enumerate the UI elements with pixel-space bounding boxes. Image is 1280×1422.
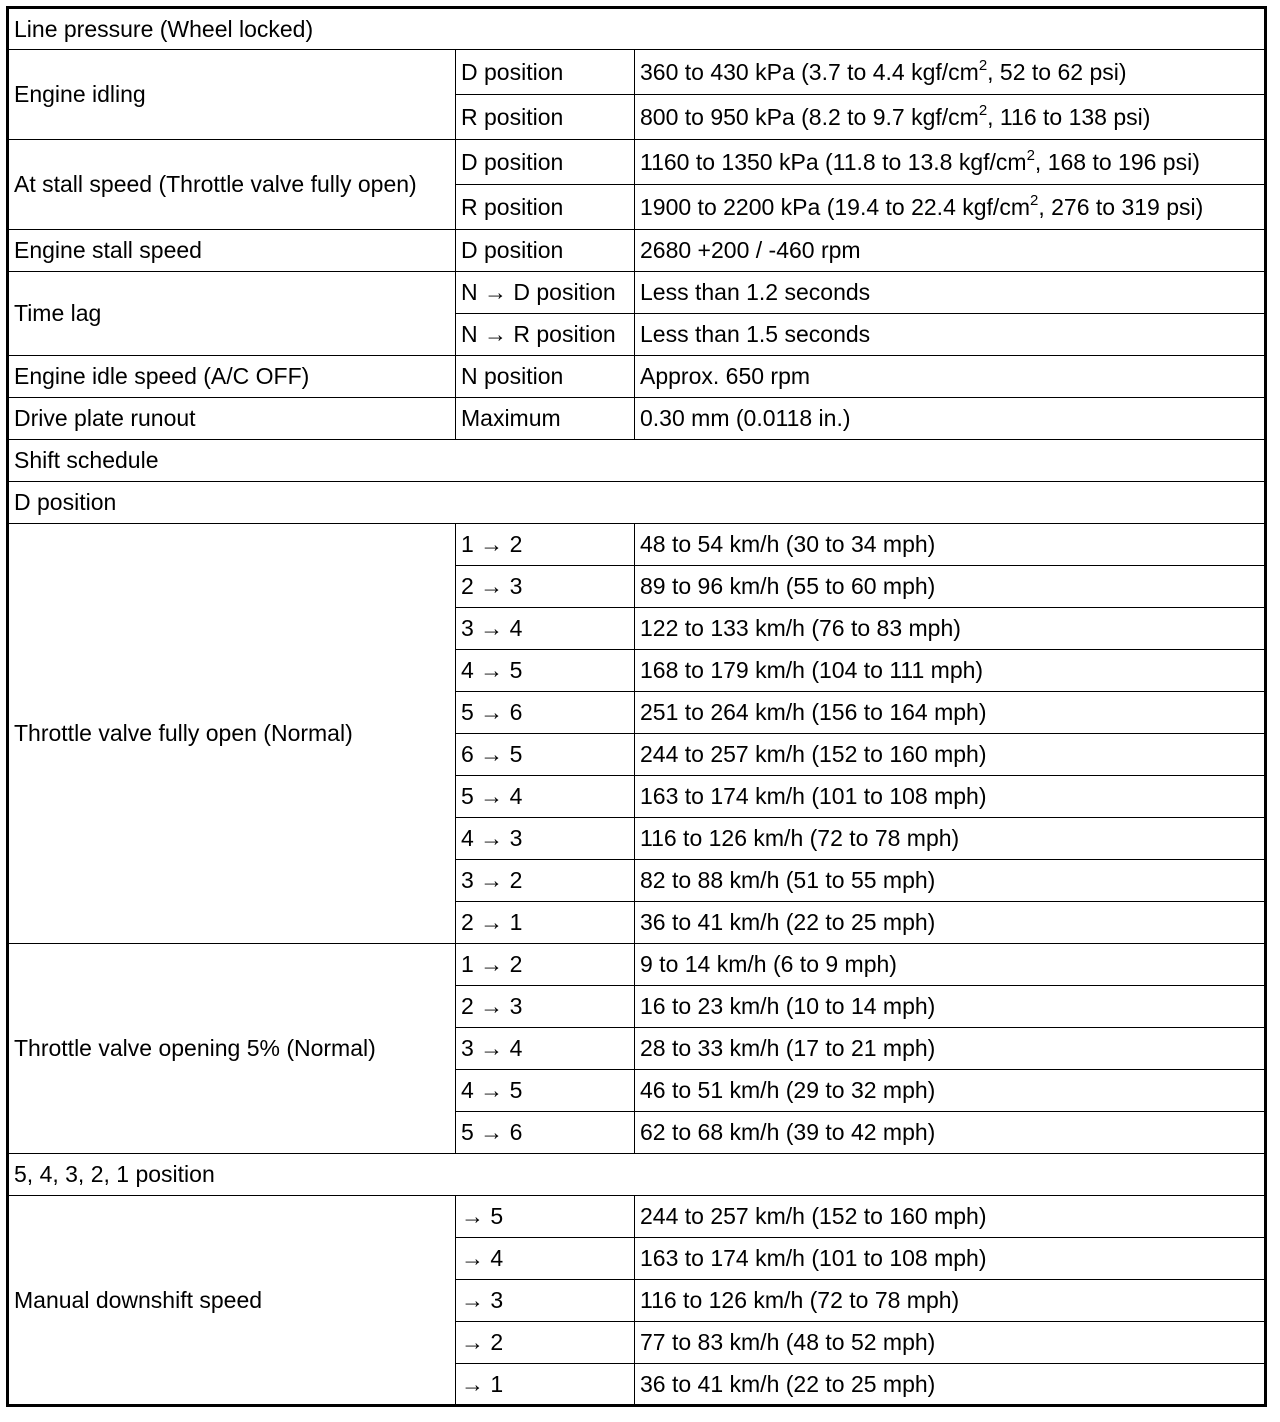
position-cell: D position [456,140,635,185]
section-header-shift-schedule: Shift schedule [8,440,1266,482]
value-cell: 82 to 88 km/h (51 to 55 mph) [635,860,1266,902]
value-cell: 16 to 23 km/h (10 to 14 mph) [635,986,1266,1028]
shift-cell: 3 → 4 [456,608,635,650]
value-cell: 36 to 41 km/h (22 to 25 mph) [635,1364,1266,1406]
section-header-line-pressure: Line pressure (Wheel locked) [8,8,1266,50]
shift-cell: → 1 [456,1364,635,1406]
value-cell: 46 to 51 km/h (29 to 32 mph) [635,1070,1266,1112]
value-cell: 360 to 430 kPa (3.7 to 4.4 kgf/$cm^2$, 52 to 62 psi) [635,50,1266,95]
shift-cell: 3 → 4 [456,1028,635,1070]
row-label-throttle-opening-5: Throttle valve opening 5% (Normal) [8,944,456,1154]
shift-cell: 5 → 4 [456,776,635,818]
value-cell: 36 to 41 km/h (22 to 25 mph) [635,902,1266,944]
value-cell: 48 to 54 km/h (30 to 34 mph) [635,524,1266,566]
position-cell: N → D position [456,272,635,314]
value-cell: 2680 +200 / -460 rpm [635,230,1266,272]
value-cell: 168 to 179 km/h (104 to 111 mph) [635,650,1266,692]
shift-cell: 1 → 2 [456,944,635,986]
shift-cell: 6 → 5 [456,734,635,776]
shift-cell: 1 → 2 [456,524,635,566]
row-label-engine-stall-speed: Engine stall speed [8,230,456,272]
value-cell: Less than 1.5 seconds [635,314,1266,356]
row-label-time-lag: Time lag [8,272,456,356]
table-row [8,440,1266,482]
table-row [8,50,1266,95]
table-row [8,1154,1266,1196]
table-row [8,272,1266,314]
shift-cell: 5 → 6 [456,1112,635,1154]
position-cell: R position [456,95,635,140]
shift-cell: 4 → 5 [456,1070,635,1112]
shift-cell: 5 → 6 [456,692,635,734]
position-cell: D position [456,230,635,272]
position-cell: R position [456,185,635,230]
table-row [8,482,1266,524]
table-row [8,140,1266,185]
table-row [8,8,1266,50]
shift-cell: 2 → 3 [456,566,635,608]
shift-cell: 2 → 1 [456,902,635,944]
value-cell: 116 to 126 km/h (72 to 78 mph) [635,1280,1266,1322]
value-cell: Less than 1.2 seconds [635,272,1266,314]
value-cell: 28 to 33 km/h (17 to 21 mph) [635,1028,1266,1070]
value-cell: 244 to 257 km/h (152 to 160 mph) [635,734,1266,776]
table-row [8,356,1266,398]
row-label-drive-plate-runout: Drive plate runout [8,398,456,440]
value-cell: 1900 to 2200 kPa (19.4 to 22.4 kgf/$cm^2$, 276 to 319 psi) [635,185,1266,230]
row-label-manual-downshift: Manual downshift speed [8,1196,456,1406]
table-row [8,398,1266,440]
section-header-d-position: D position [8,482,1266,524]
specification-table [6,6,1267,1407]
value-cell: 9 to 14 km/h (6 to 9 mph) [635,944,1266,986]
value-cell: 163 to 174 km/h (101 to 108 mph) [635,1238,1266,1280]
row-label-engine-idle-speed: Engine idle speed (A/C OFF) [8,356,456,398]
value-cell: 116 to 126 km/h (72 to 78 mph) [635,818,1266,860]
value-cell: 0.30 mm (0.0118 in.) [635,398,1266,440]
row-label-stall-speed: At stall speed (Throttle valve fully open) [8,140,456,230]
position-cell: Maximum [456,398,635,440]
shift-cell: 2 → 3 [456,986,635,1028]
position-cell: D position [456,50,635,95]
shift-cell: 4 → 5 [456,650,635,692]
shift-cell: 4 → 3 [456,818,635,860]
table-row [8,944,1266,986]
value-cell: 244 to 257 km/h (152 to 160 mph) [635,1196,1266,1238]
position-cell: N position [456,356,635,398]
value-cell: 163 to 174 km/h (101 to 108 mph) [635,776,1266,818]
value-cell: Approx. 650 rpm [635,356,1266,398]
value-cell: 1160 to 1350 kPa (11.8 to 13.8 kgf/$cm^2$, 168 to 196 psi) [635,140,1266,185]
shift-cell: → 4 [456,1238,635,1280]
value-cell: 62 to 68 km/h (39 to 42 mph) [635,1112,1266,1154]
table-row [8,1196,1266,1238]
shift-cell: → 3 [456,1280,635,1322]
row-label-throttle-fully-open: Throttle valve fully open (Normal) [8,524,456,944]
value-cell: 89 to 96 km/h (55 to 60 mph) [635,566,1266,608]
table-row [8,230,1266,272]
shift-cell: → 2 [456,1322,635,1364]
value-cell: 251 to 264 km/h (156 to 164 mph) [635,692,1266,734]
row-label-engine-idling: Engine idling [8,50,456,140]
shift-cell: 3 → 2 [456,860,635,902]
value-cell: 800 to 950 kPa (8.2 to 9.7 kgf/$cm^2$, 116 to 138 psi) [635,95,1266,140]
value-cell: 122 to 133 km/h (76 to 83 mph) [635,608,1266,650]
section-header-manual-positions: 5, 4, 3, 2, 1 position [8,1154,1266,1196]
table-row [8,524,1266,566]
shift-cell: → 5 [456,1196,635,1238]
position-cell: N → R position [456,314,635,356]
value-cell: 77 to 83 km/h (48 to 52 mph) [635,1322,1266,1364]
